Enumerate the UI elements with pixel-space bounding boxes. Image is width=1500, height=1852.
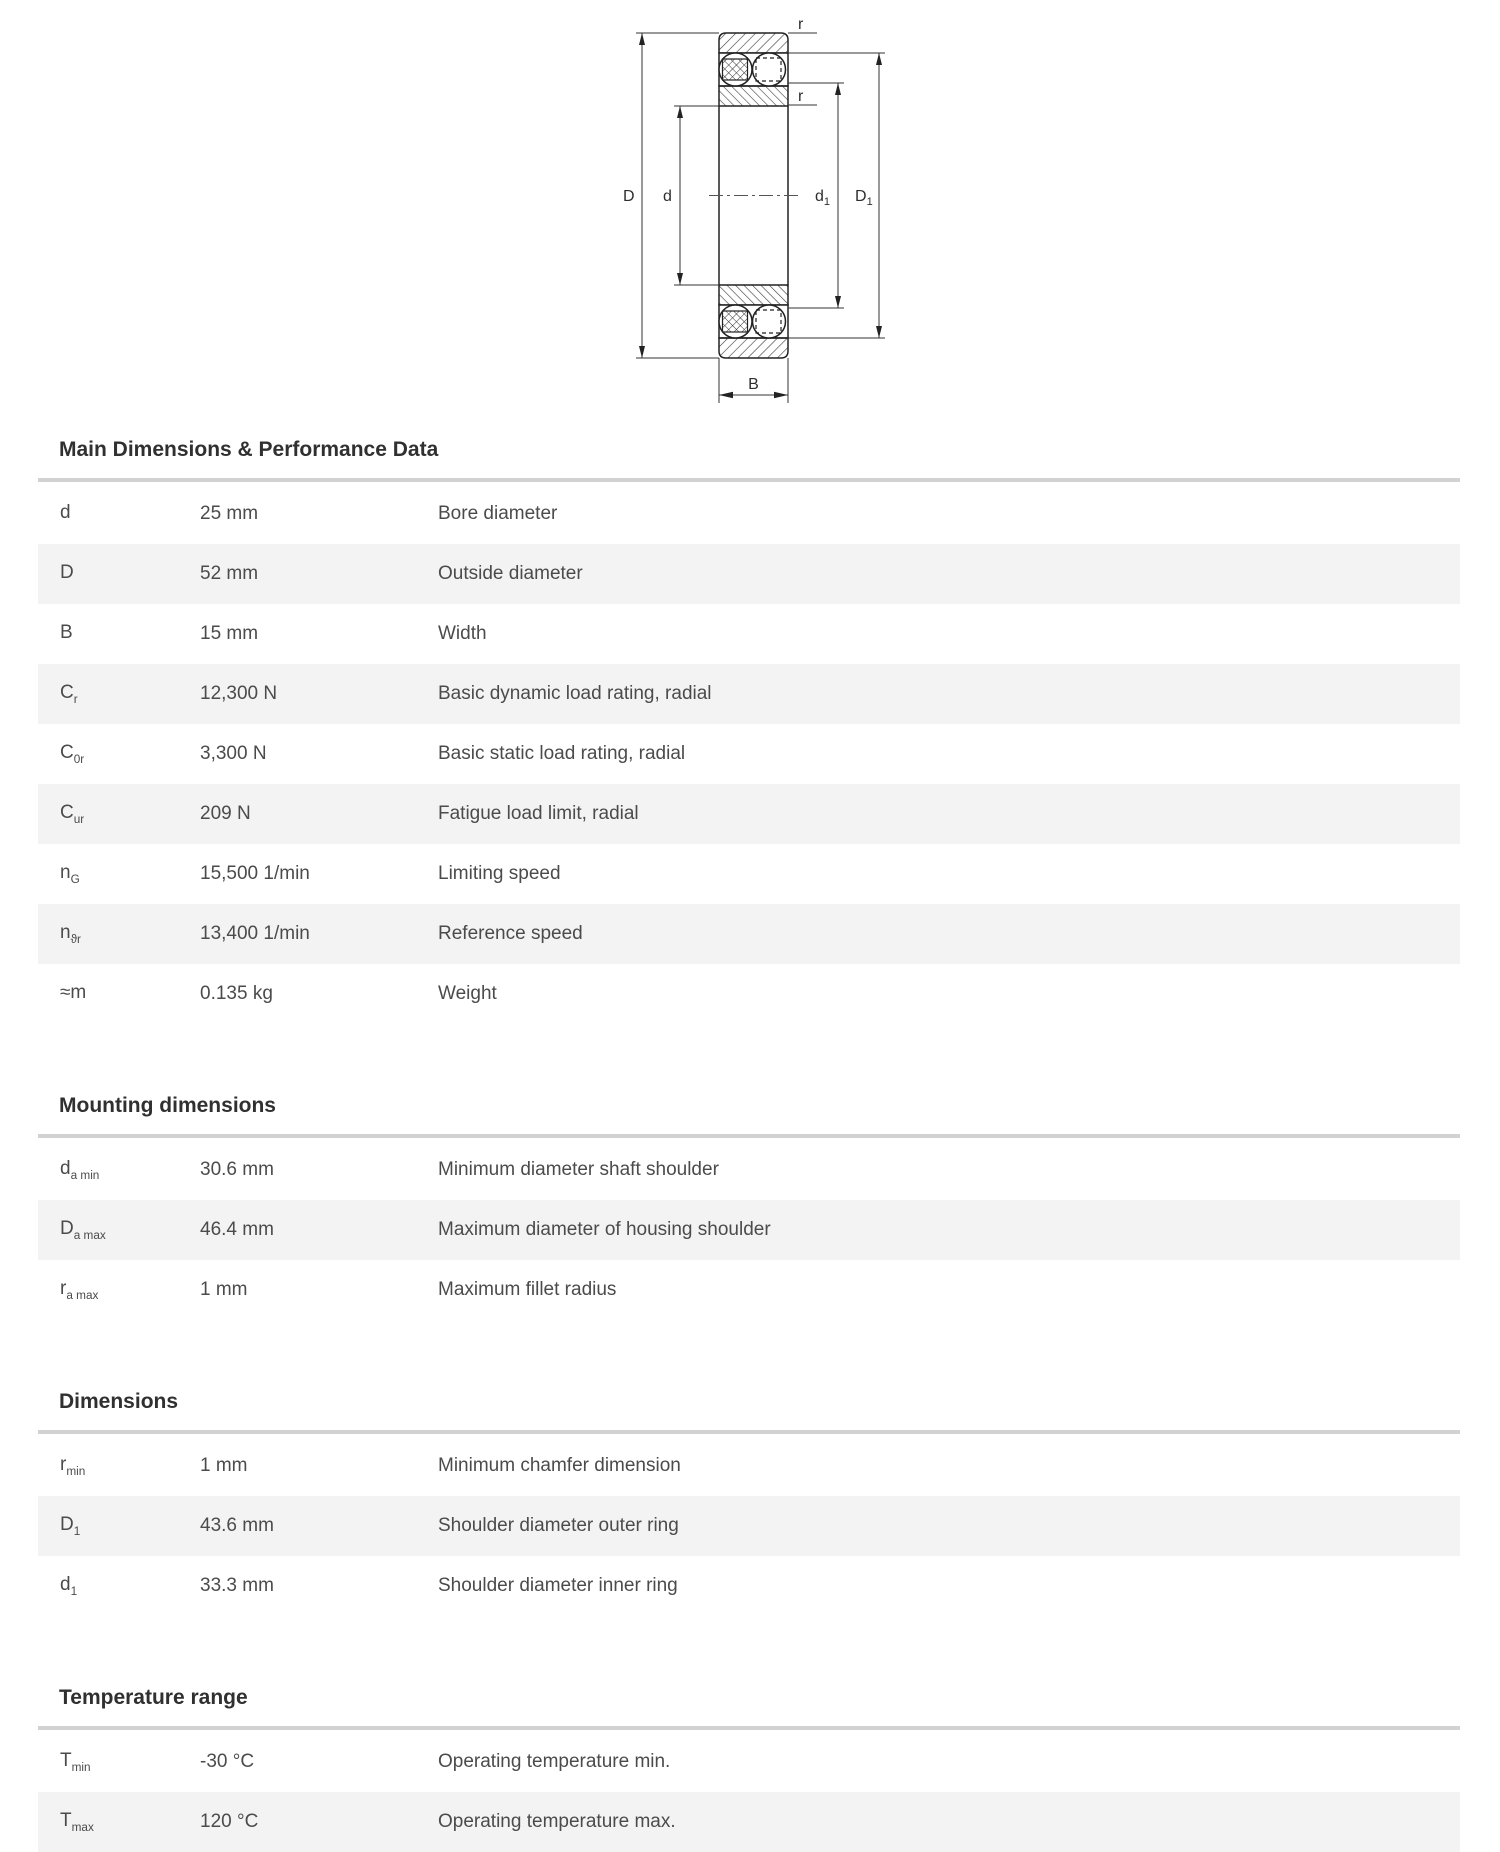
value-cell: 15,500 1/min	[200, 863, 310, 884]
symbol-subscript: a max	[73, 1228, 106, 1242]
section-title: Main Dimensions & Performance Data	[59, 438, 439, 461]
section-divider	[38, 478, 1460, 482]
symbol-cell	[38, 1454, 200, 1478]
symbol-base: T	[60, 1750, 72, 1772]
symbol-base: d	[60, 1158, 71, 1180]
symbol-cell	[38, 922, 200, 946]
symbol-base: d	[60, 502, 71, 524]
value-cell: 30.6 mm	[200, 1159, 274, 1180]
table-row	[38, 484, 1460, 544]
symbol-subscript: min	[71, 1760, 91, 1774]
symbol-cell	[38, 1514, 200, 1538]
symbol-subscript: ϑr	[70, 932, 81, 946]
symbol-base: D	[60, 1514, 74, 1536]
description-cell: Shoulder diameter inner ring	[438, 1575, 678, 1596]
data-section	[38, 1388, 1460, 1616]
symbol-base: C	[60, 802, 74, 824]
symbol-subscript: min	[66, 1464, 86, 1478]
value-cell: 25 mm	[200, 503, 259, 524]
symbol-base: r	[60, 1454, 67, 1476]
table-row	[38, 844, 1460, 904]
table-row	[38, 604, 1460, 664]
symbol-cell	[38, 502, 200, 526]
symbol-cell	[38, 562, 200, 586]
description-cell: Operating temperature max.	[438, 1811, 676, 1832]
table-row	[38, 784, 1460, 844]
table-row	[38, 1260, 1460, 1320]
bearing-cross-section-diagram	[0, 0, 1500, 420]
description-cell: Limiting speed	[438, 863, 561, 884]
description-cell: Minimum chamfer dimension	[438, 1455, 681, 1476]
description-cell: Operating temperature min.	[438, 1751, 671, 1772]
description-cell: Minimum diameter shaft shoulder	[438, 1159, 719, 1180]
section-rows	[38, 484, 1460, 1024]
table-row	[38, 544, 1460, 604]
symbol-base: C	[60, 682, 74, 704]
label-fillet-radius-top: r	[798, 18, 804, 33]
datasheet	[38, 436, 1460, 1852]
table-row	[38, 1436, 1460, 1496]
symbol-cell	[38, 1810, 200, 1834]
table-row	[38, 1792, 1460, 1852]
value-cell: 15 mm	[200, 623, 259, 644]
description-cell: Maximum fillet radius	[438, 1279, 617, 1300]
symbol-cell	[38, 742, 200, 766]
table-row	[38, 1200, 1460, 1260]
symbol-base: T	[60, 1810, 72, 1832]
label-inner-shoulder-diameter: $d_1$	[815, 188, 831, 208]
symbol-cell	[38, 802, 200, 826]
symbol-subscript: max	[71, 1820, 94, 1834]
section-title: Mounting dimensions	[59, 1094, 276, 1117]
section-title: Temperature range	[59, 1686, 248, 1709]
section-divider	[38, 1430, 1460, 1434]
value-cell: 209 N	[200, 803, 251, 824]
value-cell: -30 °C	[200, 1751, 255, 1772]
symbol-base: d	[60, 1574, 71, 1596]
symbol-base: n	[60, 922, 71, 944]
symbol-subscript: a min	[70, 1168, 100, 1182]
value-cell: 43.6 mm	[200, 1515, 274, 1536]
label-bore-diameter: d	[663, 188, 672, 205]
description-cell: Fatigue load limit, radial	[438, 803, 639, 824]
description-cell: Basic static load rating, radial	[438, 743, 686, 764]
symbol-base: r	[60, 1278, 67, 1300]
sections-container	[38, 436, 1460, 1852]
table-row	[38, 1556, 1460, 1616]
value-cell: 46.4 mm	[200, 1219, 274, 1240]
table-row	[38, 904, 1460, 964]
symbol-cell	[38, 682, 200, 706]
symbol-base: n	[60, 862, 71, 884]
table-row	[38, 1140, 1460, 1200]
value-cell: 0.135 kg	[200, 983, 273, 1004]
symbol-base: C	[60, 742, 74, 764]
value-cell: 12,300 N	[200, 683, 278, 704]
label-fillet-radius-inner: r	[798, 88, 804, 105]
symbol-base: D	[60, 1218, 74, 1240]
label-width: B	[748, 376, 759, 393]
symbol-subscript: a max	[66, 1288, 99, 1302]
symbol-base: D	[60, 562, 74, 584]
section-divider	[38, 1726, 1460, 1730]
value-cell: 1 mm	[200, 1455, 248, 1476]
section-divider	[38, 1134, 1460, 1138]
table-row	[38, 1732, 1460, 1792]
value-cell: 1 mm	[200, 1279, 248, 1300]
description-cell: Maximum diameter of housing shoulder	[438, 1219, 771, 1240]
table-row	[38, 664, 1460, 724]
description-cell: Width	[438, 623, 487, 644]
section-rows	[38, 1436, 1460, 1616]
symbol-cell	[38, 1750, 200, 1774]
symbol-cell	[38, 1574, 200, 1598]
value-cell: 120 °C	[200, 1811, 259, 1832]
value-cell: 3,300 N	[200, 743, 267, 764]
table-row	[38, 724, 1460, 784]
bearing-diagram-svg	[612, 18, 912, 418]
table-row	[38, 1496, 1460, 1556]
symbol-subscript: 0r	[73, 752, 85, 766]
data-section	[38, 1684, 1460, 1852]
description-cell: Shoulder diameter outer ring	[438, 1515, 679, 1536]
section-rows	[38, 1732, 1460, 1852]
description-cell: Outside diameter	[438, 563, 583, 584]
section-rows	[38, 1140, 1460, 1320]
data-section	[38, 1092, 1460, 1320]
description-cell: Basic dynamic load rating, radial	[438, 683, 712, 704]
symbol-cell	[38, 982, 200, 1006]
symbol-cell	[38, 1278, 200, 1302]
description-cell: Weight	[438, 983, 497, 1004]
symbol-cell	[38, 622, 200, 646]
symbol-cell	[38, 1158, 200, 1182]
symbol-subscript: G	[70, 872, 80, 886]
label-outside-diameter: D	[623, 188, 635, 205]
symbol-subscript: 1	[70, 1584, 78, 1598]
symbol-subscript: r	[73, 692, 78, 706]
section-title: Dimensions	[59, 1390, 179, 1413]
table-row	[38, 964, 1460, 1024]
description-cell: Reference speed	[438, 923, 583, 944]
label-outer-shoulder-diameter: $D_1$	[855, 188, 873, 208]
symbol-cell	[38, 862, 200, 886]
value-cell: 33.3 mm	[200, 1575, 274, 1596]
description-cell: Bore diameter	[438, 503, 558, 524]
data-section	[38, 436, 1460, 1024]
value-cell: 13,400 1/min	[200, 923, 310, 944]
symbol-subscript: ur	[73, 812, 85, 826]
value-cell: 52 mm	[200, 563, 259, 584]
symbol-subscript: 1	[73, 1524, 81, 1538]
symbol-base: B	[60, 622, 73, 644]
symbol-cell	[38, 1218, 200, 1242]
symbol-base: ≈m	[60, 982, 87, 1004]
